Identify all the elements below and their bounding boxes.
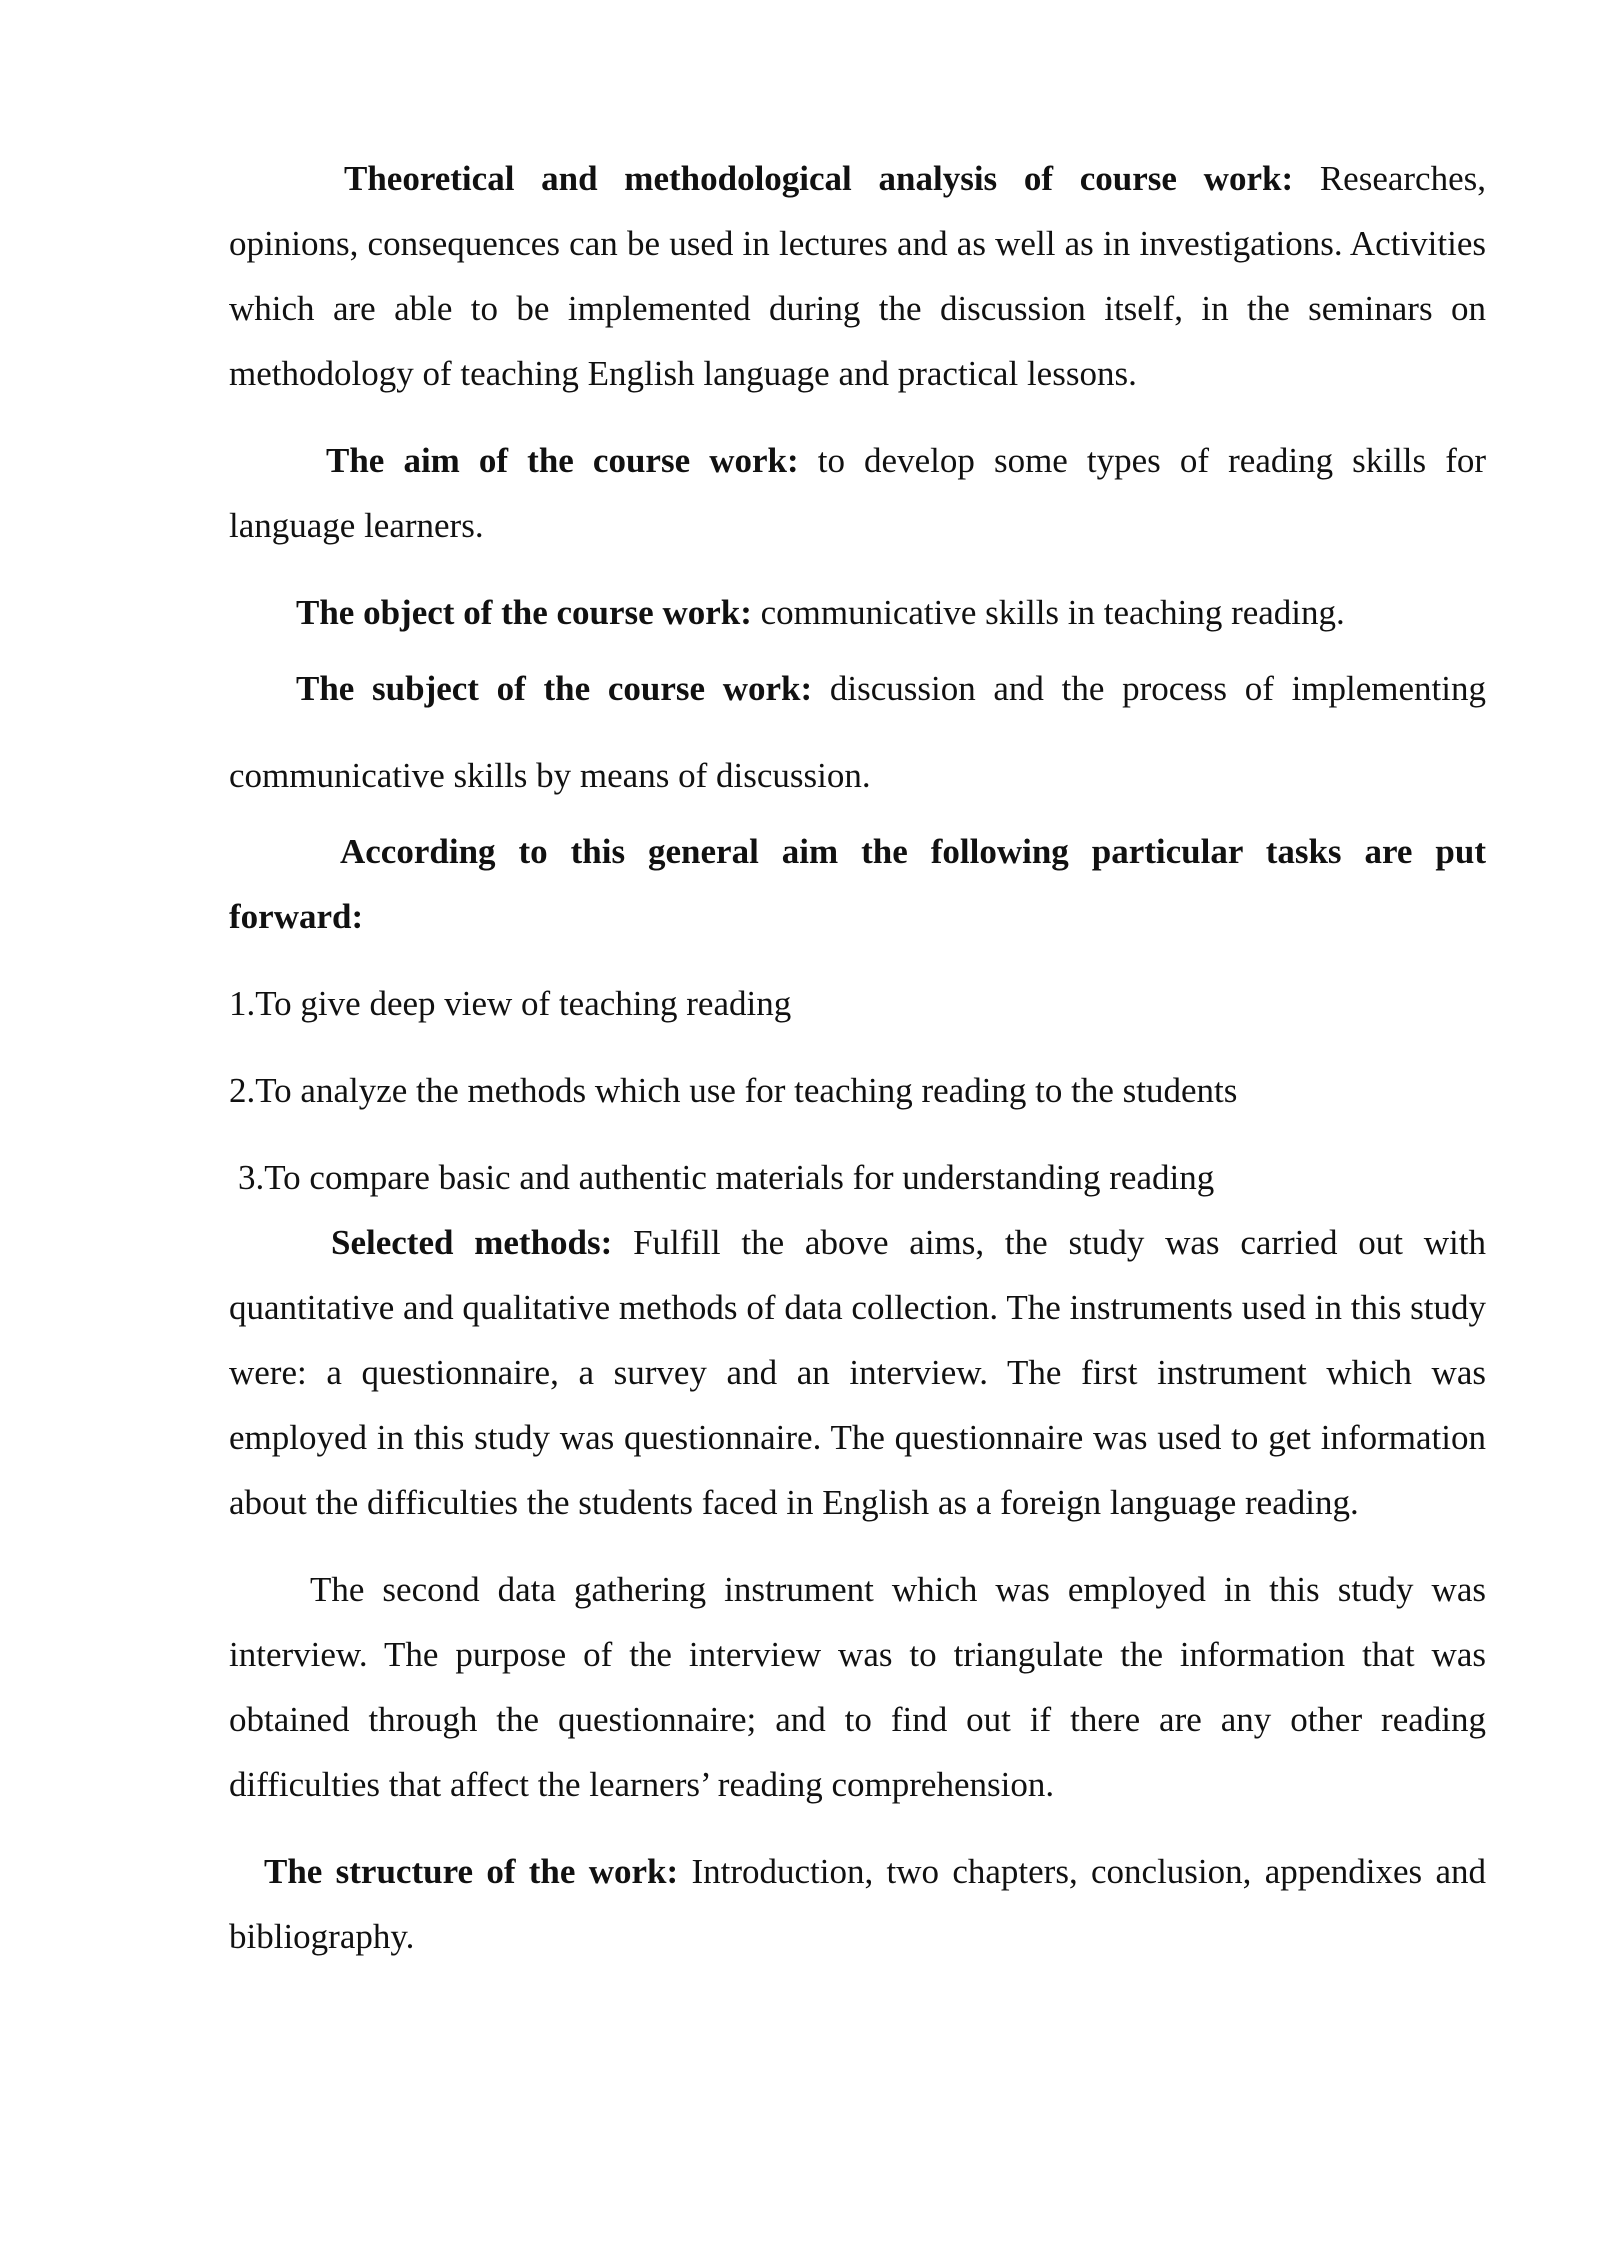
subject-paragraph — [229, 645, 1486, 819]
aim-paragraph — [229, 428, 1486, 558]
methods-paragraph — [229, 1210, 1486, 1535]
structure-label: The structure of the work: — [264, 1852, 679, 1891]
theory-paragraph — [229, 146, 1486, 406]
aim-label: The aim of the course work: — [326, 441, 799, 480]
structure-paragraph — [229, 1839, 1486, 1969]
object-label: The object of the course work: — [296, 593, 752, 632]
subject-label: The subject of the course work: — [296, 669, 813, 708]
theory-text: Researches, opinions, consequences can be used in lectures and as well as in investigations. Activities which are able to be implemented during the discussion itself, in the seminars on methodology of teaching English language and practical lessons. — [229, 159, 1486, 393]
aim-text: to develop some types of reading skills for language learners. — [229, 441, 1487, 545]
object-paragraph — [229, 580, 1486, 645]
subject-text: discussion and the process of implementing communicative skills by means of discussion. — [229, 669, 1486, 795]
document-body — [229, 146, 1486, 1969]
object-text: communicative skills in teaching reading. — [751, 593, 1345, 632]
tasks-heading: According to this general aim the following particular tasks are put forward: — [229, 832, 1486, 936]
methods-label: Selected methods: — [331, 1223, 613, 1262]
structure-text: Introduction, two chapters, conclusion, appendixes and bibliography. — [229, 1852, 1486, 1956]
second-instrument-paragraph: The second data gathering instrument which was employed in this study was interview. The purpose of the interview was to triangulate the information that was obtained through the questionnaire; and to find out if there are any other reading difficulties that affect the learners’ reading comprehension. — [229, 1570, 1486, 1804]
methods-text: Fulfill the above aims, the study was carried out with quantitative and qualitative methods of data collection. The instruments used in this study were: a questionnaire, a survey and an interview. The first instrument which was employed in this study was questionnaire. The questionnaire was used to get information about the difficulties the students faced in English as a foreign language reading. — [229, 1223, 1486, 1522]
list-item: 1.To give deep view of teaching reading — [229, 984, 792, 1023]
list-item: 2.To analyze the methods which use for teaching reading to the students — [229, 1071, 1238, 1110]
list-item: 3.To compare basic and authentic materials for understanding reading — [238, 1158, 1215, 1197]
theory-label: Theoretical and methodological analysis of course work: — [344, 159, 1294, 198]
